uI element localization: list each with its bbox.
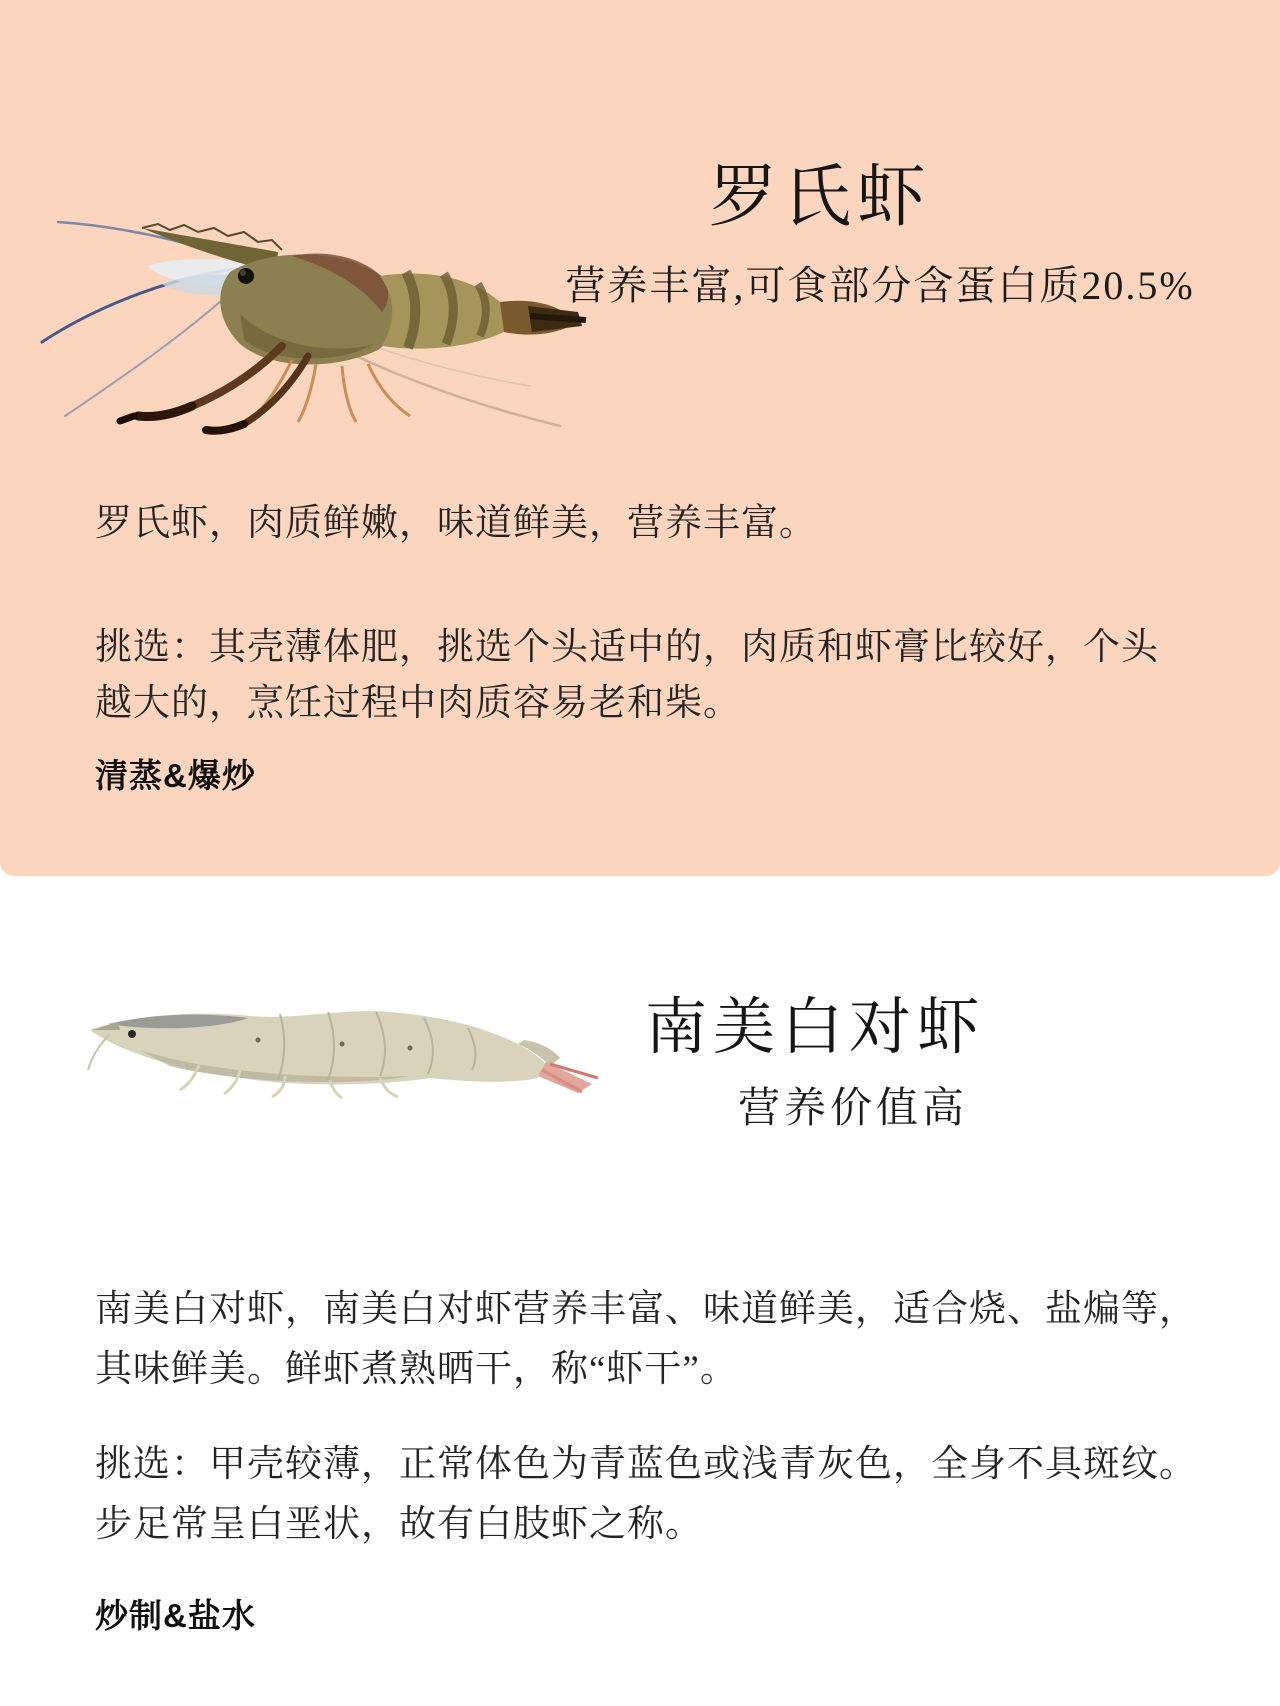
section1-selection-tips bbox=[95, 620, 1159, 732]
selection-line: 挑选：其壳薄体肥，挑选个头适中的，肉质和虾膏比较好，个头 bbox=[95, 627, 1159, 668]
intro-line: 南美白对虾，南美白对虾营养丰富、味道鲜美，适合烧、盐煸等， bbox=[95, 1289, 1197, 1330]
section2-selection-tips bbox=[95, 1435, 1197, 1555]
section1-intro bbox=[95, 496, 817, 552]
selection-line: 步足常呈白垩状，故有白肢虾之称。 bbox=[95, 1504, 703, 1545]
section2-title: 南美白对虾 bbox=[644, 994, 985, 1062]
selection-line: 挑选：甲壳较薄，正常体色为青蓝色或浅青灰色，全身不具斑纹。 bbox=[95, 1444, 1197, 1485]
section2-intro bbox=[95, 1280, 1197, 1400]
section2-subtitle: 营养价值高 bbox=[737, 1086, 968, 1132]
selection-line: 越大的，烹饪过程中肉质容易老和柴。 bbox=[95, 683, 741, 724]
section2-cooking-methods: 炒制&盐水 bbox=[95, 1597, 256, 1634]
section1-title: 罗氏虾 bbox=[708, 159, 931, 235]
section1-cooking-methods: 清蒸&爆炒 bbox=[95, 757, 256, 794]
intro-line: 罗氏虾，肉质鲜嫩，味道鲜美，营养丰富。 bbox=[95, 503, 817, 544]
section1-subtitle: 营养丰富,可食部分含蛋白质20.5% bbox=[565, 263, 1195, 308]
section-whiteleg-shrimp bbox=[0, 876, 1280, 1706]
intro-line: 其味鲜美。鲜虾煮熟晒干，称“虾干”。 bbox=[95, 1349, 738, 1390]
